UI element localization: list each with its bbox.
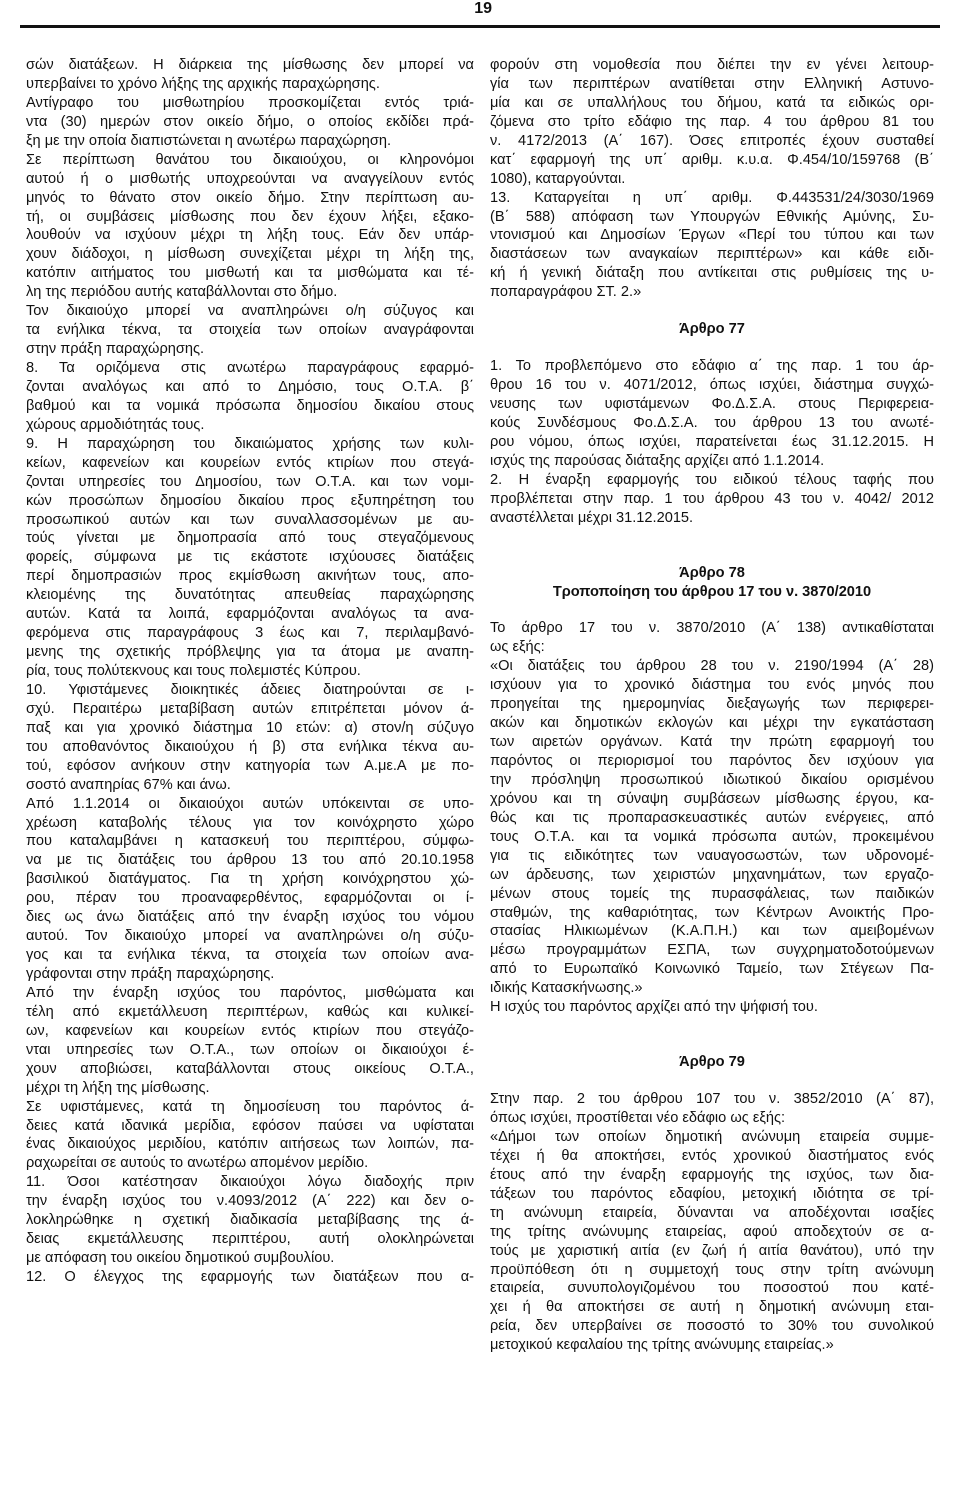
- text-line: χρόνου και τη σύναψη συμβάσεων μίσθωσης έργου, κα-: [490, 790, 934, 807]
- spacer: [490, 1017, 934, 1053]
- text-line: λουθούν να ισχύουν μέχρι τη λήξη τους. Εάν δεν υπάρ-: [26, 227, 474, 244]
- text-line: σοστό αναπηρίας 67% και άνω.: [26, 776, 231, 793]
- text-line: τέλη από εκμετάλλευση περιπτέρων, καθώς και κυλικεί-: [26, 1003, 474, 1020]
- text-line: νευσης των υφιστάμενων Φο.Δ.Σ.Α. στους Περιφερεια-: [490, 396, 934, 412]
- text-line: από το Ευρωπαϊκό Κοινωνικό Ταμείο, των Στέγεων Πα-: [490, 961, 934, 978]
- left-column: [26, 56, 474, 1287]
- text-line: Αντίγραφο του μισθωτηρίου προσκομίζεται εντός τριά-: [26, 94, 474, 111]
- text-line: λη της περιόδου αυτής καταβάλλονται στο δήμο.: [26, 284, 338, 301]
- text-line: βαθμού και τα νομικά πρόσωπα δημοσίου δικαίου στους: [26, 397, 474, 414]
- text-line: μία και σε υπαλλήλους του δήμου, κατά τα ειδικώς ορι-: [490, 94, 934, 111]
- text-line: Τον δικαιούχο μπορεί να αναπληρώνει ο/η σύζυγος και: [26, 303, 474, 320]
- text-line: τούς με χαριστική αιτία (εν ζωή ή αιτία θανάτου), υπό την: [490, 1242, 934, 1259]
- text-line: τα ενήλικα τέκνα, τα στοιχεία των οποίων αναγράφονται: [26, 322, 474, 339]
- text-line: έτους από την έναρξη εφαρμογής της ισχύος, των δια-: [490, 1166, 934, 1183]
- text-line: Στην παρ. 2 του άρθρου 107 του ν. 3852/2010 (Α΄ 87),: [490, 1091, 934, 1108]
- section-heading: Άρθρο 79: [679, 1054, 745, 1071]
- page-number: 19: [474, 0, 492, 17]
- text-line: χώρους αρμοδιότητάς τους.: [26, 416, 205, 433]
- text-line: την πρόσληψη προσωπικού ιδιωτικού δικαίου ορισμένου: [490, 771, 934, 788]
- text-line: φερόμενα στις παραγράφους 3 έως και 7, περιλαμβανό-: [26, 625, 474, 642]
- text-line: ρου, πέραν του προαναφερθέντος, εφαρμόζονται οι ί-: [26, 890, 474, 907]
- text-line: ισχύουν για το χρονικό διάστημα του ενός μηνός που: [490, 677, 934, 694]
- text-line: τη ανώνυμη εταιρεία, δύνανται να αποδέχονται ισαξίες: [490, 1204, 934, 1221]
- text-line: προβλέπεται στην παρ. 1 του άρθρου 43 του ν. 4042/ 2012: [490, 490, 934, 507]
- text-line: προϋπόθεση ότι η συμμετοχή τους στην τρίτη ανώνυμη: [490, 1261, 934, 1278]
- text-line: των αιρετών οργάνων. Κατά την πρώτη εφαρμογή του: [490, 734, 934, 751]
- text-line: κατόπιν αιτήματος του μισθωτή και τα μισθώματα και τέ-: [26, 265, 474, 282]
- text-line: ζόμενα στο τρίτο εδάφιο της παρ. 4 του άρθρου 81 του: [490, 113, 934, 130]
- text-line: ν. 4172/2013 (Α΄ 167). Όσες επιτροπές έχουν συσταθεί: [490, 132, 934, 149]
- text-line: κών προσώπων δημοσίου δικαίου προς εξυπηρέτηση του: [26, 492, 474, 509]
- text-line: διαστάσεων των αναγκαίων περιπτέρων» και κάθε ειδι-: [490, 246, 934, 263]
- text-line: φορείς, σύμφωνα με τις εκάστοτε ισχύουσες διατάξεις: [26, 549, 474, 566]
- text-line: για τις ειδικότητες των ναυαγοσωστών, των υδρονομέ-: [490, 847, 934, 864]
- text-line: που καταλαμβάνει η κατασκευή του περιπτέρου, σύμφω-: [26, 833, 474, 850]
- text-line: μενης της σχετικής πρόβλεψης για τα άτομα με αναπη-: [26, 644, 474, 661]
- spacer: [490, 528, 934, 564]
- header-rule: [20, 25, 940, 28]
- text-line: 11. Όσοι κατέστησαν δικαιούχοι λόγω διαδοχής πριν: [26, 1174, 474, 1191]
- text-line: μηνός το θάνατο στον οικείο δήμο. Στην περίπτωση αυ-: [26, 189, 474, 206]
- text-line: ντα (30) ημερών στον οικείο δήμο, ο οποίος εκδίδει πρά-: [26, 113, 474, 130]
- text-line: «Δήμοι των οποίων δημοτική ανώνυμη εταιρεία συμμε-: [490, 1128, 934, 1145]
- text-line: γος και τα ενήλικα τέκνα, τα στοιχεία των οποίων ανα-: [26, 947, 474, 964]
- text-line: 9. Η παραχώρηση του δικαιώματος χρήσης των κυλι-: [26, 435, 474, 452]
- section-heading: Τροποποίηση του άρθρου 17 του ν. 3870/2010: [552, 583, 872, 600]
- text-line: αυτών. Κατά τα λοιπά, εφαρμόζονται αναλόγως τα ανα-: [26, 606, 474, 623]
- text-line: ακών και δημοτικών εκλογών και μέχρι την εγκατάσταση: [490, 715, 934, 732]
- section-heading: Άρθρο 78: [679, 564, 745, 581]
- text-line: στην πράξη παραχώρησης.: [26, 341, 205, 358]
- text-line: υπερβαίνει το χρόνο λήξης της αρχικής παραχώρησης.: [26, 75, 380, 92]
- text-line: Το άρθρο 17 του ν. 3870/2010 (Α΄ 138) αντικαθίσταται: [490, 620, 934, 637]
- text-line: γία των περιπτέρων ανατίθεται στην Ελληνική Αστυνο-: [490, 75, 934, 92]
- text-line: (Β΄ 588) απόφαση των Υπουργών Εθνικής Αμύνης, Συ-: [490, 208, 934, 225]
- text-line: την έναρξη ισχύος του ν.4093/2012 (Α΄ 222) και δεν ο-: [26, 1193, 474, 1210]
- text-line: τού, εφόσον ανήκουν στην κατηγορία των Α.με.Α με πο-: [26, 757, 474, 774]
- text-line: σχύ. Περαιτέρω μεταβίβαση αυτών επιτρέπεται μόνον ά-: [26, 700, 474, 717]
- spacer: [490, 601, 934, 619]
- text-line: 10. Υφιστάμενες διοικητικές άδειες διατηρούνται σε ι-: [26, 681, 474, 698]
- text-line: ως εξής:: [490, 639, 545, 656]
- text-line: θώς και τις προπαρασκευαστικές αυτών ενέργειες, από: [490, 809, 934, 826]
- text-line: ντονισμού και Δημοσίων Έργων «Περί του τύπου και των: [490, 227, 934, 244]
- text-line: δειες κατά ιδανικά μερίδια, εφόσον παύσει να υφίσταται: [26, 1117, 474, 1134]
- section-heading: Άρθρο 77: [679, 321, 745, 338]
- text-line: ραχωρείται σε αυτούς το ανωτέρω απομένον μερίδιο.: [26, 1155, 369, 1172]
- text-line: διες ως άνω διατάξεις από την έναρξη ισχύος του νόμου: [26, 909, 474, 926]
- text-line: μέχρι τη λήξη της μίσθωσης.: [26, 1079, 210, 1096]
- text-line: ων, καφενείων και κουρείων εντός κτιρίων που στεγάζο-: [26, 1022, 474, 1039]
- spacer: [490, 1072, 934, 1090]
- text-line: κούς Συνδέσμους Φο.Δ.Σ.Α. του άρθρου 13 του ανωτέ-: [490, 414, 934, 431]
- text-line: φορούν στη νομοθεσία που διέπει την εν γένει λειτουρ-: [490, 57, 934, 73]
- text-line: στασίας Ηλικιωμένων (Κ.Α.Π.Η.) και των αμειβομένων: [490, 923, 934, 940]
- text-line: σταθμών, της καθαριότητας, των Κέντρων Ανοικτής Προ-: [490, 904, 934, 921]
- text-line: 12. Ο έλεγχος της εφαρμογής των διατάξεων που α-: [26, 1269, 474, 1285]
- text-line: ιδικής Κατασκήνωσης.»: [490, 980, 643, 997]
- text-line: δειας εκμετάλλευσης περιπτέρου, αυτή ολοκληρώνεται: [26, 1231, 474, 1248]
- text-line: της τρίτης ανώνυμης εταιρείας, αφού αποδεχτούν σε α-: [490, 1223, 934, 1240]
- text-line: ξη με την οποία διαπιστώνεται η ανωτέρω παραχώρηση.: [26, 132, 392, 149]
- spacer: [490, 339, 934, 357]
- text-line: ρία, τους πολύτεκνους και τους πολεμιστές Κύπρου.: [26, 663, 361, 679]
- text-line: τή, οι συμβάσεις μίσθωσης που δεν έχουν λήξει, εξακο-: [26, 208, 474, 225]
- text-line: 1080), καταργούνται.: [490, 170, 626, 187]
- spacer: [490, 302, 934, 320]
- text-line: ένας δικαιούχος μεριδίου, κατόπιν αιτήσεως των λοιπών, πα-: [26, 1136, 474, 1153]
- text-line: τάξεων του παρόντος εδαφίου, μετοχική ιδιότητα σε τρί-: [490, 1185, 934, 1202]
- text-line: κλειομένης της δυνατότητας απευθείας παραχώρησης: [26, 587, 474, 604]
- text-line: ρου νόμου, όπως ισχύει, παρατείνεται έως 31.12.2015. Η: [490, 433, 934, 450]
- text-line: 1. Το προβλεπόμενο στο εδάφιο α΄ της παρ. 1 του άρ-: [490, 358, 934, 375]
- text-line: ποπαραγράφου ΣΤ. 2.»: [490, 284, 642, 301]
- text-line: 2. Η έναρξη εφαρμογής του ειδικού τέλους ταφής που: [490, 471, 934, 488]
- text-line: παξ και για χρονικό διάστημα 10 ετών: α) στον/η σύζυγο: [26, 719, 474, 736]
- text-line: βασιλικού διατάγματος. Για τη χρήση κοινόχρηστου χώ-: [26, 871, 474, 888]
- text-line: χει ή θα αποκτήσει σε αυτή η δημοτική ανώνυμη εται-: [490, 1299, 934, 1316]
- text-line: Σε περίπτωση θανάτου του δικαιούχου, οι κληρονόμοι: [26, 151, 474, 168]
- text-line: προηγείται της ημερομηνίας διεξαγωγής των περιφερει-: [490, 696, 934, 713]
- text-line: χρέωση καταβολής τέλους για τον κοινόχρηστο χώρο: [26, 814, 474, 831]
- text-line: με απόφαση του οικείου δημοτικού συμβουλίου.: [26, 1250, 335, 1267]
- text-line: μέσω προγραμμάτων ΕΣΠΑ, των συγχρηματοδοτούμενων: [490, 942, 934, 959]
- text-line: τούς γίνεται με δημοπρασία από τους στεγαζόμενους: [26, 530, 474, 547]
- text-line: αναστέλλεται μέχρι 31.12.2015.: [490, 509, 694, 526]
- text-line: αυτού ή ο μισθωτής υποχρεούνται να αναγγείλουν εντός: [26, 170, 474, 187]
- text-line: Σε υφιστάμενες, κατά τη δημοσίευση του παρόντος ά-: [26, 1098, 474, 1115]
- text-line: να με τις διατάξεις του άρθρου 13 του από 20.10.1958: [26, 852, 474, 869]
- text-line: ρεία, δεν υπερβαίνει σε ποσοστό το 30% του συνολικού: [490, 1318, 934, 1335]
- text-line: ζονται υπηρεσίες του Δημοσίου, των Ο.Τ.Α. και των νομι-: [26, 473, 474, 490]
- text-line: Η ισχύς του παρόντος αρχίζει από την ψήφισή του.: [490, 999, 818, 1016]
- text-line: κατ΄ εφαρμογή της υπ΄ αριθμ. κ.υ.α. Φ.454/10/159768 (Β΄: [490, 151, 934, 168]
- text-line: νται υπηρεσίες των Ο.Τ.Α., των οποίων οι δικαιούχοι έ-: [26, 1041, 474, 1058]
- text-line: του αποθανόντος δικαιούχου ή β) στα ενήλικα τέκνα αυ-: [26, 738, 474, 755]
- text-line: Από 1.1.2014 οι δικαιούχοι αυτών υπόκεινται σε υπο-: [26, 795, 474, 812]
- text-line: ισχύς της παρούσας διάταξης αρχίζει από 1.1.2014.: [490, 452, 825, 469]
- text-line: προσωπικού αυτών και των συναλλασσομένων με αυ-: [26, 511, 474, 528]
- text-line: 13. Καταργείται η υπ΄ αριθμ. Φ.443531/24/3030/1969: [490, 189, 934, 206]
- text-line: χουν αποβιώσει, καταβάλλονται στους οικείους Ο.Τ.Α.,: [26, 1060, 474, 1077]
- text-line: τέχει ή θα αποκτήσει, εντός χρονικού διαστήματος ενός: [490, 1147, 934, 1164]
- text-line: κή ή γενική διάταξη που αντίκειται στις ρυθμίσεις της υ-: [490, 265, 934, 282]
- text-line: εταιρεία, συνυπολογιζομένου του ποσοστού που κατέ-: [490, 1280, 934, 1297]
- text-line: σών διατάξεων. Η διάρκεια της μίσθωσης δεν μπορεί να: [26, 57, 474, 73]
- text-line: μένων στους τομείς της πυρασφάλειας, των παιδικών: [490, 885, 934, 902]
- text-line: περί δημοπρασιών προς εκμίσθωση ακινήτων τους, απο-: [26, 568, 474, 585]
- text-line: μετοχικού κεφαλαίου της τρίτης ανώνυμης εταιρείας.»: [490, 1337, 834, 1354]
- text-line: ων άρδευσης, των χειριστών μηχανημάτων, των εργαζο-: [490, 866, 934, 883]
- text-line: γράφονται στην πράξη παραχώρησης.: [26, 966, 275, 982]
- text-line: παρόντος οι περιορισμοί του παρόντος δεν ισχύουν για: [490, 753, 934, 769]
- text-line: Από την έναρξη ισχύος του παρόντος, μισθώματα και: [26, 984, 474, 1001]
- text-line: αυτού. Τον δικαιούχο μπορεί να αναπληρώνει ο/η σύζυ-: [26, 928, 474, 945]
- text-line: λοκληρώθηκε η σχετική διαδικασία μεταβίβασης της ά-: [26, 1212, 474, 1229]
- right-column: [490, 56, 934, 1355]
- text-line: «Οι διατάξεις του άρθρου 28 του ν. 2190/1994 (Α΄ 28): [490, 658, 934, 675]
- text-line: 8. Τα οριζόμενα στις ανωτέρω παραγράφους εφαρμό-: [26, 360, 474, 376]
- text-line: κείων, καφενείων και κουρείων εντός κτιρίων που στεγά-: [26, 454, 474, 471]
- text-line: όπως ισχύει, προστίθεται νέο εδάφιο ως εξής:: [490, 1110, 786, 1126]
- text-line: χουν διάδοχοι, η μίσθωση συνεχίζεται μέχρι τη λήξη της,: [26, 246, 474, 263]
- text-line: τους Ο.Τ.Α. και τα νομικά πρόσωπα αυτών, προκειμένου: [490, 828, 934, 845]
- text-line: θρου 16 του ν. 4071/2012, όπως ισχύει, διάστημα συγχώ-: [490, 377, 934, 394]
- text-line: ζονται αναλόγως και από το Δημόσιο, τους Ο.Τ.Α. β΄: [26, 378, 474, 395]
